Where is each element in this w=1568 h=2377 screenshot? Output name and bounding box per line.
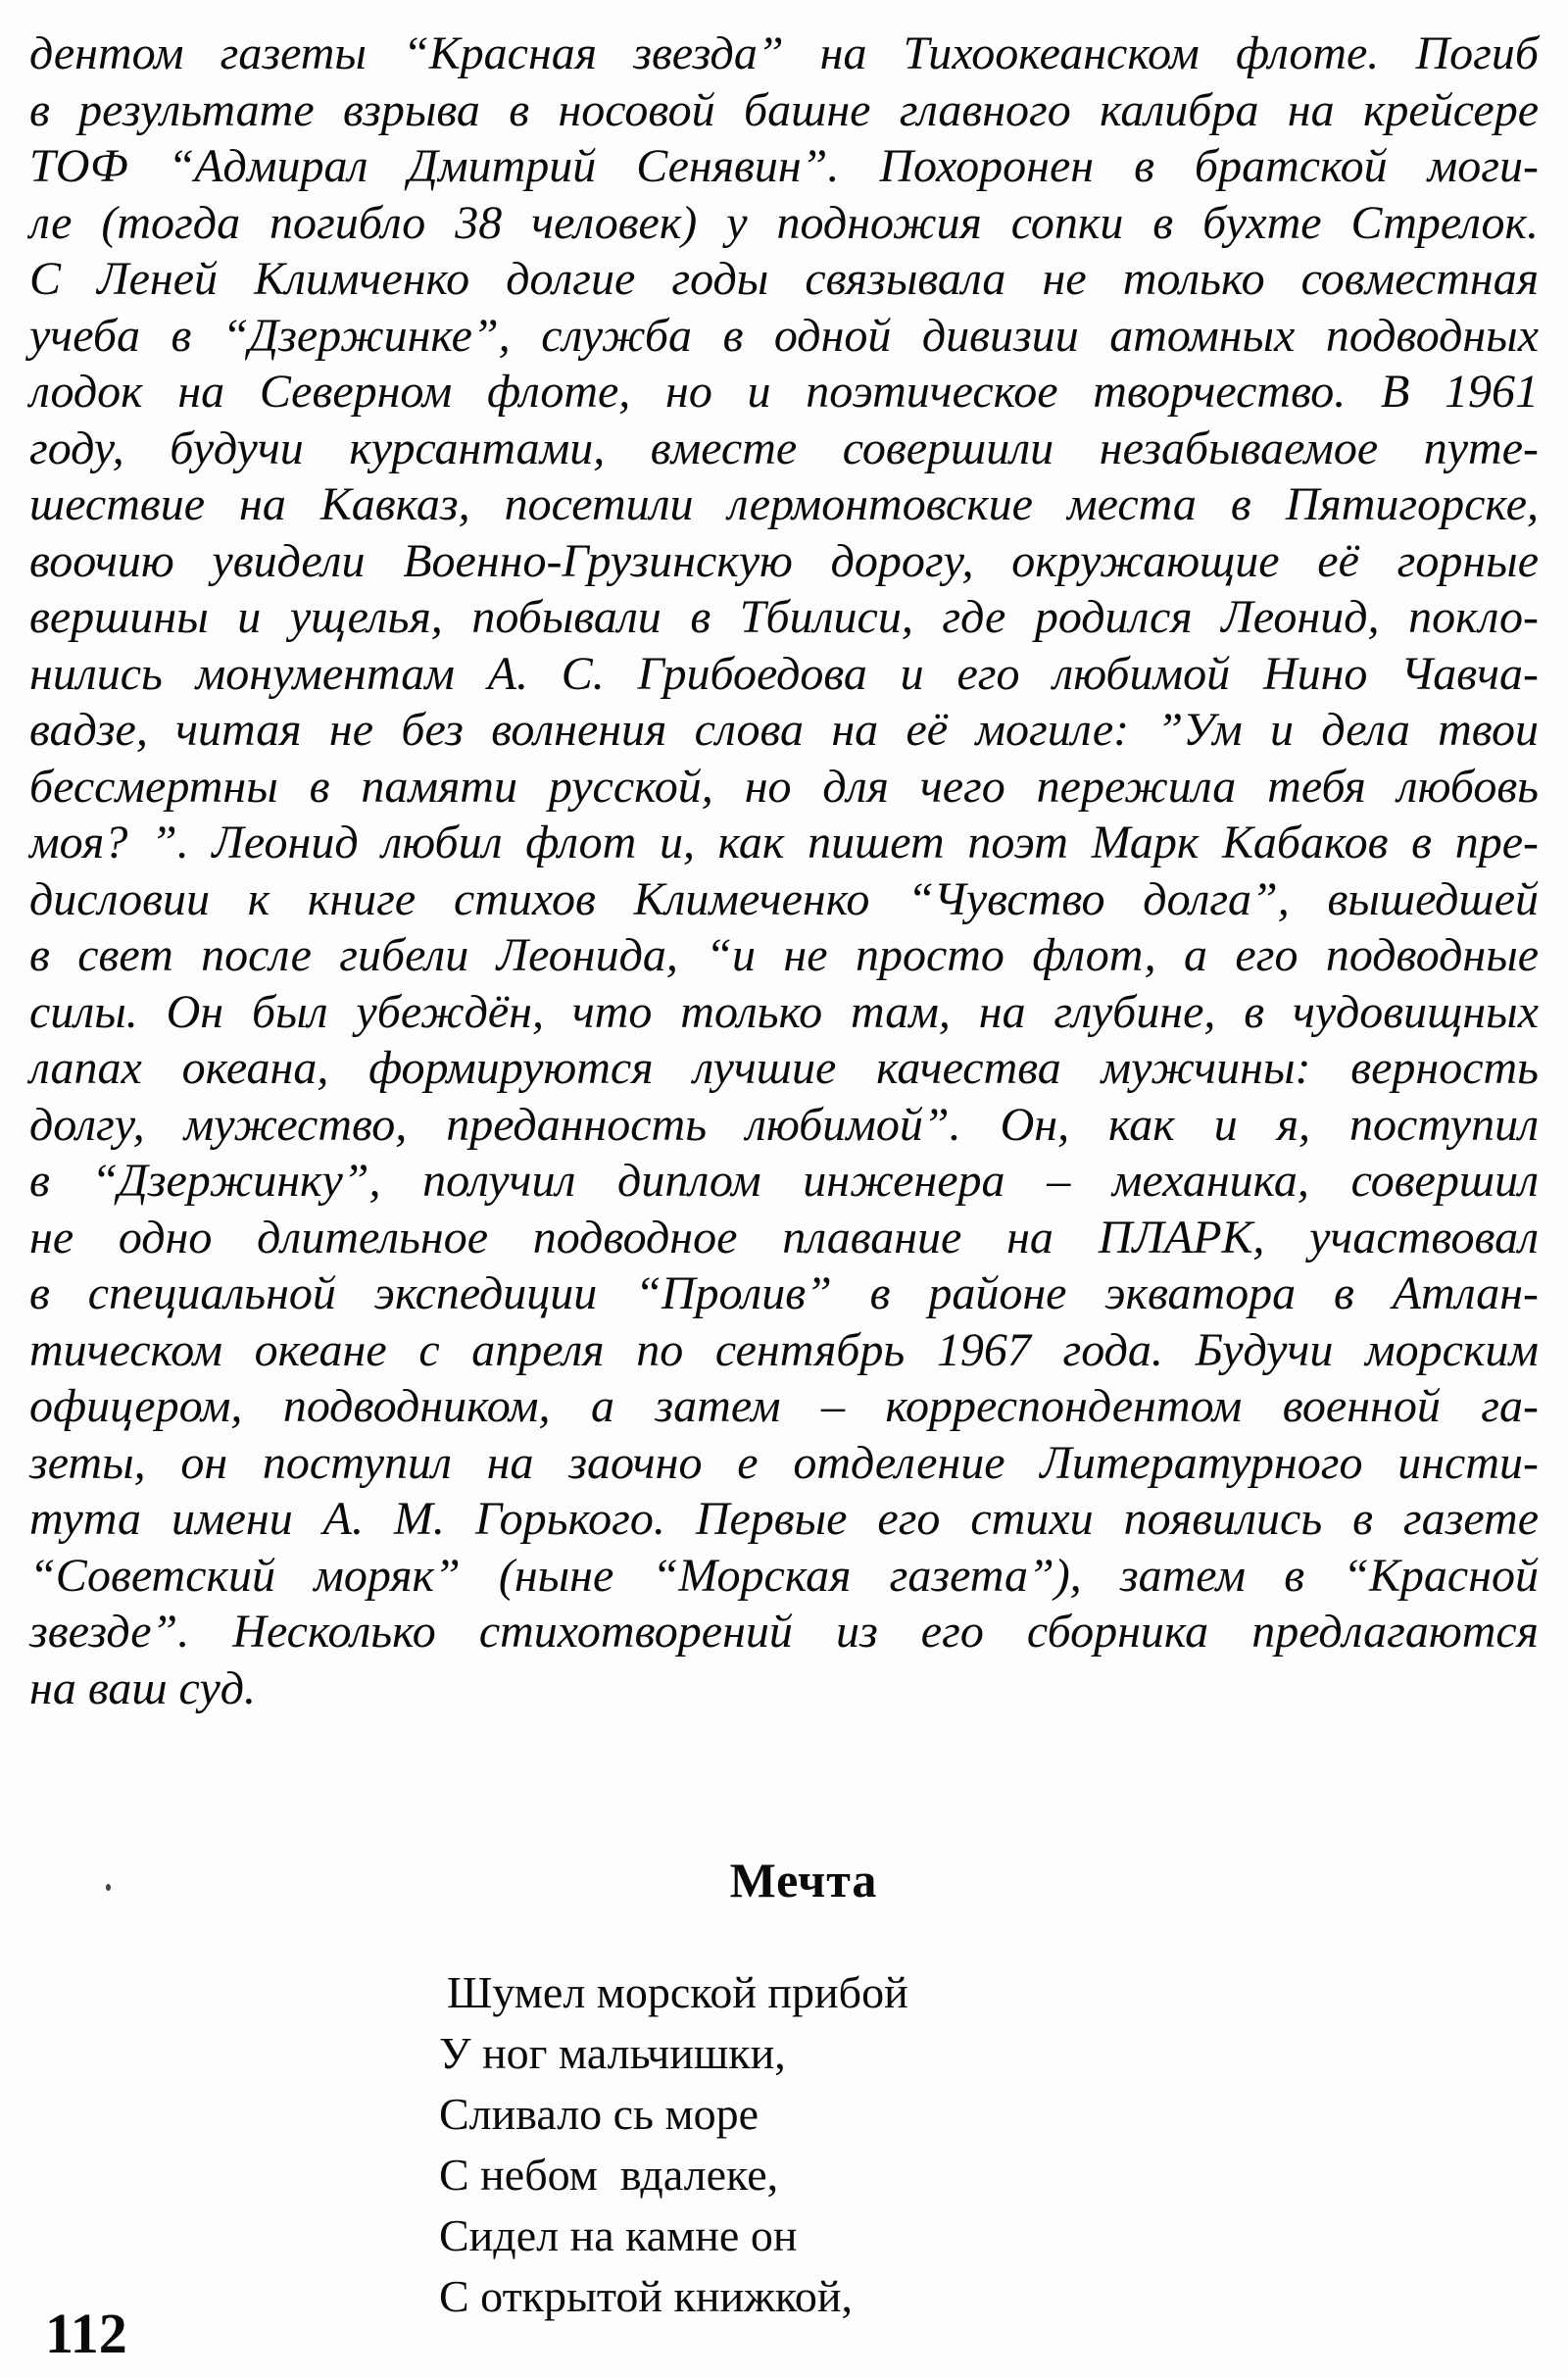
text-line: “Советский моряк” (ныне “Морская газета”), затем в “Красной (29, 1549, 1539, 1602)
text-line: в специальной экспедиции “Пролив” в районе экватора в Атлан- (29, 1267, 1539, 1319)
text-line: вершины и ущелья, побывали в Тбилиси, где родился Леонид, покло- (29, 591, 1539, 643)
text-line: на ваш суд. (29, 1661, 256, 1714)
text-line: бессмертны в памяти русской, но для чего пережила тебя любовь (29, 760, 1539, 813)
text-line: в результате взрыва в носовой башне главного калибра на крейсере (29, 83, 1539, 136)
text-line: долгу, мужество, преданность любимой”. Он, как и я, поступил (29, 1098, 1539, 1151)
poem-title: Мечта (729, 1853, 878, 1907)
text-line: моя? ”. Леонид любил флот и, как пишет поэт Марк Кабаков в пре- (29, 817, 1539, 868)
text-line: учеба в “Дзержинке”, служба в одной дивизии атомных подводных (29, 309, 1539, 362)
text-line: С Леней Климченко долгие годы связывала не только совместная (29, 253, 1539, 305)
text-line: силы. Он был убеждён, что только там, на глубине, в чудовищных (29, 985, 1539, 1038)
text-line: тута имени А. М. Горького. Первые его стихи появились в газете (29, 1493, 1539, 1545)
text-line: в свет после гибели Леонида, “и не просто флот, а его подводные (29, 929, 1539, 981)
poem-line: У ног мальчишки, (439, 2028, 786, 2078)
text-line: ТОФ “Адмирал Дмитрий Сенявин”. Похоронен в братской моги- (29, 140, 1539, 192)
text-line: лодок на Северном флоте, но и поэтическое творчество. В 1961 (29, 366, 1539, 418)
text-line: офицером, подводником, а затем – корреспондентом военной га- (29, 1380, 1539, 1432)
text-line: нились монументам А. С. Грибоедова и его любимой Нино Чавча- (29, 647, 1539, 700)
text-line: ле (тогда погибло 38 человек) у подножия сопки в бухте Стрелок. (29, 196, 1539, 249)
text-line: дисловии к книге стихов Климеченко “Чувство долга”, вышедшей (29, 872, 1539, 925)
text-line: зеты, он поступил на заочно е отделение Литературного инсти- (29, 1436, 1539, 1489)
text-line: дентом газеты “Красная звезда” на Тихоокеанском флоте. Погиб (29, 27, 1539, 79)
poem-line: Шумел морской прибой (447, 1967, 908, 2017)
poem-line: С небом вдалеке, (439, 2150, 779, 2200)
poem-line: Сливало сь море (439, 2089, 760, 2139)
text-line: лапах океана, формируются лучшие качества мужчины: верность (29, 1042, 1539, 1094)
poem-line: Сидел на камне он (439, 2210, 798, 2260)
page-number: 112 (45, 2302, 127, 2365)
text-line: не одно длительное подводное плавание на ПЛАРК, участвовал (29, 1211, 1539, 1263)
poem (439, 1962, 908, 2327)
text-line: вадзе, читая не без волнения слова на её могиле: ”Ум и дела твои (29, 704, 1539, 756)
text-line: звезде”. Несколько стихотворений из его сборника предлагаются (29, 1606, 1539, 1658)
poem-line: С открытой книжкой, (439, 2271, 854, 2321)
text-line: тическом океане с апреля по сентябрь 1967 года. Будучи морским (29, 1323, 1539, 1376)
body-text (29, 25, 1539, 1716)
text-line: воочию увидели Военно-Грузинскую дорогу, окружающие её горные (29, 534, 1539, 587)
text-line: в “Дзержинку”, получил диплом инженера – механика, совершил (29, 1155, 1539, 1207)
text-line: шествие на Кавказ, посетили лермонтовские места в Пятигорске, (29, 478, 1539, 530)
text-line: году, будучи курсантами, вместе совершили незабываемое путе- (29, 421, 1539, 474)
